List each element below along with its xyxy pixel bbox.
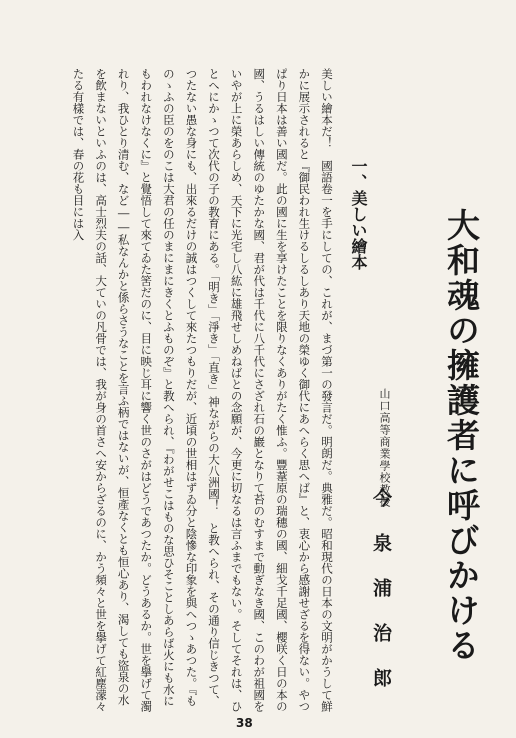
page-number: 38	[236, 716, 253, 730]
article-title: 大和魂の擁護者に呼びかける	[442, 208, 481, 663]
author-affiliation: 山口高等商業學校教授	[378, 388, 391, 508]
section-heading: 一、美しい繪本	[349, 158, 368, 270]
body-text: 美しい繪本だ！ 國語卷一を手にしての、これが、まづ第一の發言だ。明朗だ。典雅だ。昭和現代の日本の文明がかうして鮮かに展示されると『御民われ生けるしるしあり天地の榮ゆく御代にあへらく思へば』と、衷心から感謝せざるを得ない。やつぱり日本は善い國だ。此の國に生を享けたことを限りなくありがたく惟ふ。豐葦原の瑞穗の國、細戈千足國、櫻咲く日の本の國、うるはしい傳統のゆたかな國、君が代は千代に八千代にさざれ石の巖となりて苔のむすまで動ぎなき國、このわが祖國をいやが上に榮あらしめ、天下に光宅し八紘に雄飛せしめねばとの念願が、今更に切なるは言ふまでもない。そしてそれは、ひとへにかゝつて次代の子の教育にある。「明き」「淨き」「直き」神ながらの大八洲國！ と教へられ、その通り信じきつて、つたない愚な身にも、出來るだけの誠はつくして來たつもりだが、近頃の世相はずゐ分と陰慘な印象を與へつゝあつた。『ものゝふの臣のをのこは大君の任のまにまにきくとふものぞ』と教へられ、『わがせこはものな思ひそことしあらば火にも水にもわれなけなくに』と覺悟して來てゐた筈だのに、目に映じ耳に響く世のさがはどうであつたか。どうあるか。世を擧げて濁れり、我ひとり清む、など――私なんかと係らさうなことを言ふ柄ではないが、恒產なくとも恒心あり、渴しても盜泉の水を飲まないといふのは、高士烈夫の話、大ていの凡骨では、我が身の首さへ安からざるのに、かう頻々と世を擧げて紅塵濛々たる有樣では、春の花も目には入	[71, 68, 334, 712]
author-name: 今泉浦治郎	[370, 488, 392, 713]
